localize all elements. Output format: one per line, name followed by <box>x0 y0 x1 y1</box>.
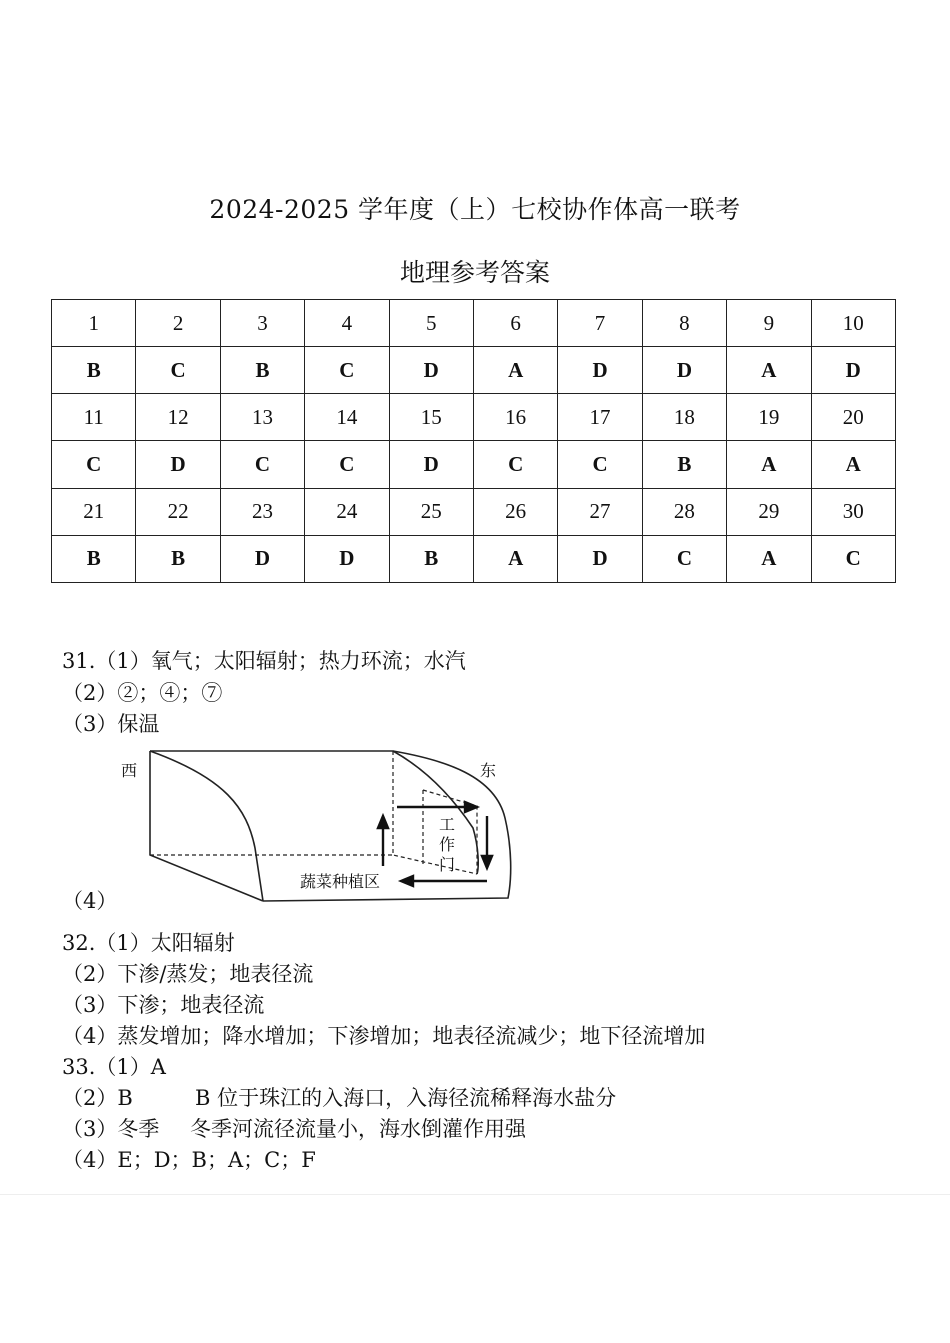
question-number: 25 <box>389 488 473 535</box>
answer-cell: D <box>558 347 642 394</box>
west-label: 西 <box>121 761 138 780</box>
question-number: 2 <box>136 300 220 347</box>
question-number: 9 <box>727 300 811 347</box>
question-number: 13 <box>220 394 304 441</box>
q32-part3: （3）下渗；地表径流 <box>62 993 265 1017</box>
q33-part2-label: （2）B <box>62 1086 133 1110</box>
q31-part3: （3）保温 <box>62 712 160 736</box>
answer-cell: A <box>473 535 557 582</box>
q33-part4: （4）E；D；B；A；C；F <box>62 1148 316 1172</box>
question-number: 23 <box>220 488 304 535</box>
q33-part1: 33.（1）A <box>62 1055 166 1079</box>
answer-cell: D <box>642 347 726 394</box>
question-number: 21 <box>52 488 136 535</box>
answer-cell: D <box>305 535 389 582</box>
question-number: 5 <box>389 300 473 347</box>
question-number: 28 <box>642 488 726 535</box>
answer-cell: A <box>811 441 895 488</box>
answer-cell: C <box>305 441 389 488</box>
q33-part2-answer: B 位于珠江的入海口，入海径流稀释海水盐分 <box>195 1086 617 1110</box>
answer-cell: B <box>389 535 473 582</box>
question-number: 14 <box>305 394 389 441</box>
question-number: 8 <box>642 300 726 347</box>
answer-cell: B <box>136 535 220 582</box>
q32-part2: （2）下渗/蒸发；地表径流 <box>62 962 314 986</box>
q31-part2: （2）②；④；⑦ <box>62 681 223 705</box>
table-row <box>52 535 896 582</box>
answer-cell: B <box>52 347 136 394</box>
answer-cell: C <box>220 441 304 488</box>
answer-cell: C <box>811 535 895 582</box>
q31-part4: （4） <box>62 889 118 913</box>
arrow-right-head <box>465 802 477 812</box>
question-number: 17 <box>558 394 642 441</box>
q32-part4: （4）蒸发增加；降水增加；下渗增加；地表径流减少；地下径流增加 <box>62 1024 706 1048</box>
q33-part3-answer: 冬季河流径流量小，海水倒灌作用强 <box>190 1117 526 1141</box>
q33-part3-label: （3）冬季 <box>62 1117 160 1141</box>
question-number: 18 <box>642 394 726 441</box>
question-number: 26 <box>473 488 557 535</box>
door-char-1: 工 <box>439 815 456 834</box>
arrow-left-head <box>401 876 413 886</box>
answer-cell: C <box>136 347 220 394</box>
table-row <box>52 347 896 394</box>
answer-cell: B <box>220 347 304 394</box>
page-divider <box>0 1194 950 1195</box>
question-number: 27 <box>558 488 642 535</box>
question-number: 1 <box>52 300 136 347</box>
question-number: 6 <box>473 300 557 347</box>
question-number: 4 <box>305 300 389 347</box>
q32-part1: 32.（1）太阳辐射 <box>62 931 235 955</box>
question-number: 10 <box>811 300 895 347</box>
answer-cell: C <box>473 441 557 488</box>
question-number: 19 <box>727 394 811 441</box>
answer-cell: A <box>727 441 811 488</box>
answer-cell: D <box>136 441 220 488</box>
answer-cell: D <box>811 347 895 394</box>
answer-cell: B <box>52 535 136 582</box>
answer-cell: D <box>389 347 473 394</box>
door-char-3: 门 <box>439 855 456 874</box>
question-number: 16 <box>473 394 557 441</box>
arrow-up-head <box>378 816 388 828</box>
answer-cell: A <box>473 347 557 394</box>
table-row <box>52 488 896 535</box>
question-number: 12 <box>136 394 220 441</box>
answer-table <box>51 299 896 583</box>
question-number: 24 <box>305 488 389 535</box>
east-label: 东 <box>480 761 497 780</box>
greenhouse-diagram <box>115 748 525 908</box>
answer-cell: C <box>305 347 389 394</box>
answer-cell: D <box>558 535 642 582</box>
q31-part1: 31.（1）氧气；太阳辐射；热力环流；水汽 <box>62 649 466 673</box>
question-number: 20 <box>811 394 895 441</box>
question-number: 15 <box>389 394 473 441</box>
table-row <box>52 300 896 347</box>
answer-cell: B <box>642 441 726 488</box>
question-number: 30 <box>811 488 895 535</box>
question-number: 29 <box>727 488 811 535</box>
table-row <box>52 394 896 441</box>
planting-area-label: 蔬菜种植区 <box>300 872 381 891</box>
table-row <box>52 441 896 488</box>
question-number: 7 <box>558 300 642 347</box>
question-number: 11 <box>52 394 136 441</box>
answer-cell: A <box>727 347 811 394</box>
answer-cell: A <box>727 535 811 582</box>
answer-cell: D <box>220 535 304 582</box>
page-subtitle: 地理参考答案 <box>399 258 550 287</box>
answer-cell: C <box>558 441 642 488</box>
arrow-down-head <box>482 856 492 868</box>
page-title: 2024-2025 学年度（上）七校协作体高一联考 <box>209 195 741 224</box>
door-char-2: 作 <box>439 835 456 854</box>
answer-cell: C <box>642 535 726 582</box>
question-number: 3 <box>220 300 304 347</box>
greenhouse-left-edge <box>150 751 263 901</box>
answer-cell: C <box>52 441 136 488</box>
question-number: 22 <box>136 488 220 535</box>
answer-cell: D <box>389 441 473 488</box>
